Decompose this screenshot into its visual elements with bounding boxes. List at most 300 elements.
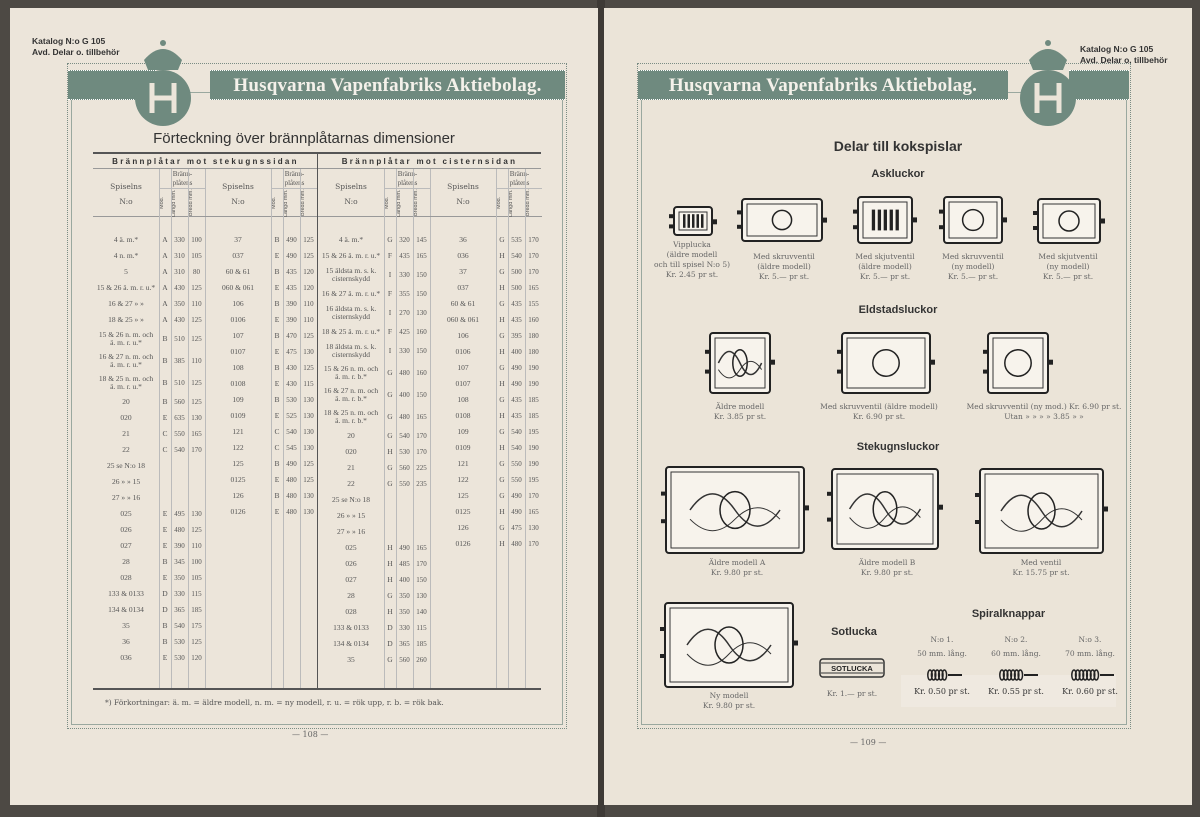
table-row	[318, 460, 430, 476]
table-row	[318, 324, 430, 340]
stove-number: 0126	[230, 506, 246, 516]
width-mm: 170	[528, 539, 539, 548]
spiral-knob-item	[1055, 633, 1125, 661]
table-row	[205, 312, 317, 328]
header-langd: Längd mm.	[171, 189, 177, 217]
table-row	[318, 572, 430, 588]
askluckor-image	[736, 196, 828, 248]
table-row	[93, 618, 205, 634]
stove-number: 36	[122, 636, 130, 646]
width-mm: 180	[528, 331, 539, 340]
width-mm: 165	[416, 412, 427, 421]
width-mm: 165	[528, 507, 539, 516]
page-108	[10, 8, 598, 805]
width-mm: 180	[528, 347, 539, 356]
spiral-knob-item	[907, 633, 977, 661]
table-row	[93, 372, 205, 394]
width-mm: 130	[303, 507, 314, 516]
width-mm: 170	[528, 267, 539, 276]
catalog-department: Avd. Delar o. tillbehör	[1080, 55, 1168, 65]
length-mm: 435	[399, 251, 410, 260]
sotlucka-price: Kr. 1.— pr st.	[826, 689, 878, 698]
header-bredd: Bredd mm.	[188, 189, 194, 217]
model: E	[274, 378, 280, 388]
width-mm: 150	[416, 575, 427, 584]
model: H	[387, 574, 393, 584]
length-mm: 365	[399, 639, 410, 648]
knob-length: 70 mm. lång.	[1065, 649, 1115, 658]
model: E	[274, 314, 280, 324]
stekugnsluckor-image	[659, 600, 799, 694]
stove-number: 16 & 27 n. m. och ä. m. r. u.*	[98, 351, 154, 369]
model: H	[387, 542, 393, 552]
width-mm: 170	[416, 559, 427, 568]
length-mm: 540	[511, 443, 522, 452]
length-mm: 310	[174, 251, 185, 260]
width-mm: 130	[191, 413, 202, 422]
model: H	[499, 250, 505, 260]
length-mm: 540	[174, 445, 185, 454]
askluckor-image	[938, 194, 1008, 250]
header-spiselns: Spiselns N:o	[222, 182, 254, 206]
width-mm: 130	[303, 411, 314, 420]
model: E	[162, 652, 168, 662]
length-mm: 510	[174, 378, 185, 387]
table-row	[93, 394, 205, 410]
model: A	[162, 234, 168, 244]
stove-number: 35	[122, 620, 130, 630]
stove-number: 106	[457, 330, 469, 340]
width-mm: 110	[191, 299, 202, 308]
length-mm: 355	[399, 289, 410, 298]
table-row	[205, 360, 317, 376]
model: H	[387, 558, 393, 568]
model: F	[387, 288, 393, 298]
width-mm: 170	[528, 235, 539, 244]
stekugnsluckor-caption	[677, 558, 797, 578]
length-mm: 560	[174, 397, 185, 406]
width-mm: 225	[416, 463, 427, 472]
table-row	[205, 328, 317, 344]
stove-number: 15 & 26 ä. m. r. u.*	[96, 282, 156, 292]
model: B	[274, 490, 280, 500]
length-mm: 425	[399, 327, 410, 336]
length-mm: 490	[286, 251, 297, 260]
stove-number: 109	[232, 394, 244, 404]
width-mm: 115	[191, 589, 202, 598]
length-mm: 480	[511, 539, 522, 548]
model: G	[499, 330, 505, 340]
length-mm: 510	[174, 334, 185, 343]
model: H	[387, 606, 393, 616]
table-row	[318, 232, 430, 248]
width-mm: 165	[528, 283, 539, 292]
model: H	[499, 538, 505, 548]
width-mm: 120	[303, 283, 314, 292]
table-row	[318, 476, 430, 492]
model: G	[387, 411, 393, 421]
page-109	[604, 8, 1192, 805]
width-mm: 115	[416, 623, 427, 632]
askluckor-caption	[647, 240, 737, 280]
length-mm: 475	[286, 347, 297, 356]
table-row	[93, 248, 205, 264]
length-mm: 530	[399, 447, 410, 456]
model: D	[162, 604, 168, 614]
width-mm: 130	[303, 491, 314, 500]
width-mm: 110	[191, 356, 202, 365]
askluckor-caption	[843, 252, 927, 282]
table-row	[205, 408, 317, 424]
eldstadsluckor-caption	[685, 402, 795, 422]
askluckor-image	[668, 204, 718, 242]
model: I	[388, 269, 392, 279]
model: E	[162, 412, 168, 422]
width-mm: 130	[303, 427, 314, 436]
stove-number: 15 & 26 n. m. och ä. m. r. u.*	[98, 329, 154, 347]
width-mm: 130	[303, 395, 314, 404]
length-mm: 310	[174, 267, 185, 276]
item-description: Med skruvventil (äldre modell)	[820, 402, 938, 411]
length-mm: 390	[174, 541, 185, 550]
width-mm: 170	[416, 431, 427, 440]
stove-number: 0107	[455, 378, 471, 388]
table-row	[93, 264, 205, 280]
width-mm: 130	[303, 443, 314, 452]
knob-number: N:o 3.	[1078, 635, 1102, 644]
length-mm: 500	[511, 283, 522, 292]
table-row	[93, 350, 205, 372]
model: H	[387, 446, 393, 456]
footnote: *) Förkortningar: ä. m. = äldre modell, n. m. = ny modell, r. u. = rök upp, r. b. = rök bak.	[105, 698, 444, 707]
model: A	[162, 250, 168, 260]
width-mm: 125	[191, 397, 202, 406]
width-mm: 130	[303, 347, 314, 356]
length-mm: 390	[286, 299, 297, 308]
stove-number: 20	[347, 430, 355, 440]
stove-number: 25 se N:o 18	[331, 494, 371, 504]
section-title: Delar till kokspislar	[833, 138, 963, 154]
stove-number: 5	[124, 266, 128, 276]
length-mm: 430	[174, 283, 185, 292]
length-mm: 500	[511, 267, 522, 276]
table-row	[93, 442, 205, 458]
table-row	[430, 280, 542, 296]
eldstadsluckor-image	[982, 330, 1054, 400]
length-mm: 400	[511, 347, 522, 356]
model: G	[387, 389, 393, 399]
length-mm: 330	[174, 235, 185, 244]
model: B	[162, 556, 168, 566]
table-row	[318, 636, 430, 652]
model: B	[162, 355, 168, 365]
stove-number: 20	[122, 396, 130, 406]
dimensions-table	[93, 152, 541, 690]
table-row	[93, 458, 205, 474]
table-row	[205, 264, 317, 280]
model: B	[274, 330, 280, 340]
table-row	[93, 426, 205, 442]
stove-number: 027	[345, 574, 357, 584]
stove-number: 60 & 61	[450, 298, 476, 308]
stove-number: 0109	[230, 410, 246, 420]
length-mm: 540	[286, 427, 297, 436]
width-mm: 125	[303, 459, 314, 468]
group-header-cist: Brännplåtar mot cisternsidan	[318, 154, 541, 169]
stove-number: 025	[345, 542, 357, 552]
table-row	[93, 538, 205, 554]
item-price: Kr. 3.85 pr st.	[713, 412, 767, 421]
stove-number: 22	[122, 444, 130, 454]
table-row	[205, 504, 317, 520]
stove-number: 18 & 25 ä. m. r. u.*	[321, 326, 381, 336]
model: H	[499, 314, 505, 324]
table-row	[205, 488, 317, 504]
model: E	[162, 508, 168, 518]
stove-number: 27 » » 16	[336, 526, 366, 536]
stove-number: 134 & 0134	[108, 604, 144, 614]
heading-stekugnsluckor: Stekugnsluckor	[856, 441, 940, 453]
table-row	[205, 296, 317, 312]
table-row	[318, 556, 430, 572]
table-row	[93, 554, 205, 570]
width-mm: 140	[416, 607, 427, 616]
model: D	[387, 622, 393, 632]
stove-number: 028	[120, 572, 132, 582]
stove-number: 16 & 27 ä. m. r. u.*	[321, 288, 381, 298]
length-mm: 560	[399, 463, 410, 472]
table-row	[205, 248, 317, 264]
model: H	[499, 410, 505, 420]
stove-number: 107	[232, 330, 244, 340]
header-brannplatens: Bränn- plåtens	[159, 169, 205, 189]
knob-price: Kr. 0.50 pr st.	[914, 687, 970, 696]
length-mm: 490	[511, 363, 522, 372]
model: H	[499, 346, 505, 356]
width-mm: 100	[191, 235, 202, 244]
stove-number: 28	[347, 590, 355, 600]
stove-number: 15 & 26 n. m. och ä. m. r. b.*	[323, 363, 379, 381]
model: E	[274, 506, 280, 516]
length-mm: 350	[174, 299, 185, 308]
header-spiselns: Spiselns N:o	[335, 182, 367, 206]
stove-number: 026	[120, 524, 132, 534]
width-mm: 185	[528, 395, 539, 404]
table-row	[205, 232, 317, 248]
table-row	[93, 280, 205, 296]
model: E	[274, 474, 280, 484]
header-spiselns: Spiselns N:o	[110, 182, 142, 206]
length-mm: 385	[174, 356, 185, 365]
length-mm: 430	[286, 363, 297, 372]
width-mm: 170	[416, 447, 427, 456]
table-row	[318, 406, 430, 428]
table-row	[430, 264, 542, 280]
table-row	[205, 392, 317, 408]
length-mm: 475	[511, 523, 522, 532]
stekugnsluckor-caption	[827, 558, 947, 578]
table-row	[93, 634, 205, 650]
table-row	[93, 506, 205, 522]
table-row	[205, 456, 317, 472]
eldstadsluckor-caption	[806, 402, 952, 422]
stove-number: 26 » » 15	[336, 510, 366, 520]
length-mm: 540	[511, 251, 522, 260]
model: G	[387, 234, 393, 244]
width-mm: 165	[416, 251, 427, 260]
stekugnsluckor-image	[826, 466, 944, 556]
width-mm: 125	[303, 475, 314, 484]
length-mm: 560	[399, 655, 410, 664]
model: G	[499, 362, 505, 372]
model: C	[274, 442, 280, 452]
stove-number: 0125	[230, 474, 246, 484]
width-mm: 195	[528, 427, 539, 436]
width-mm: 150	[416, 289, 427, 298]
table-row	[430, 328, 542, 344]
length-mm: 435	[286, 267, 297, 276]
table-row	[318, 524, 430, 540]
model: I	[388, 345, 392, 355]
width-mm: 125	[303, 251, 314, 260]
stove-number: 134 & 0134	[333, 638, 369, 648]
length-mm: 435	[511, 411, 522, 420]
header-bredd: Bredd mm.	[413, 189, 419, 217]
length-mm: 270	[399, 308, 410, 317]
spiral-knob-icon	[1070, 666, 1114, 685]
length-mm: 525	[286, 411, 297, 420]
item-description: Äldre modell	[715, 402, 765, 411]
length-mm: 345	[174, 557, 185, 566]
model: A	[162, 314, 168, 324]
length-mm: 490	[286, 459, 297, 468]
width-mm: 130	[191, 509, 202, 518]
length-mm: 540	[174, 621, 185, 630]
page-number: — 109 —	[850, 738, 887, 747]
stove-number: 18 & 25 n. m. och ä. m. r. u.*	[98, 373, 154, 391]
table-row	[430, 360, 542, 376]
length-mm: 490	[511, 491, 522, 500]
item-price: Kr. 9.80 pr st.	[860, 568, 914, 577]
model: B	[274, 394, 280, 404]
item-price: Utan » » » » 3.85 » »	[1004, 412, 1084, 421]
width-mm: 125	[303, 363, 314, 372]
stove-number: 133 & 0133	[108, 588, 144, 598]
header-langd: Längd mm.	[283, 189, 289, 217]
stove-number: 18 & 25 » »	[108, 314, 144, 324]
knob-number: N:o 1.	[930, 635, 954, 644]
width-mm: 110	[191, 541, 202, 550]
item-description: Med skjutventil (ny modell)	[1038, 252, 1098, 271]
length-mm: 390	[286, 315, 297, 324]
stove-number: 126	[457, 522, 469, 532]
length-mm: 490	[511, 379, 522, 388]
length-mm: 435	[511, 395, 522, 404]
stove-number: 37	[459, 266, 467, 276]
table-row	[318, 492, 430, 508]
stove-number: 060 & 061	[446, 314, 480, 324]
width-mm: 190	[528, 379, 539, 388]
table-row	[93, 328, 205, 350]
item-price: Kr. 15.75 pr st.	[1012, 568, 1070, 577]
company-banner: Husqvarna Vapenfabriks Aktiebolag.	[210, 70, 565, 100]
stove-number: 122	[457, 474, 469, 484]
model: I	[388, 307, 392, 317]
model: B	[274, 298, 280, 308]
stove-number: 0108	[230, 378, 246, 388]
column-group-1	[93, 169, 205, 688]
width-mm: 130	[528, 523, 539, 532]
stove-number: 026	[345, 558, 357, 568]
width-mm: 160	[528, 315, 539, 324]
stove-number: 0126	[455, 538, 471, 548]
stove-number: 4 ä. m.*	[113, 234, 139, 244]
header-bredd: Bredd mm.	[525, 189, 531, 217]
sotlucka-plate-text: SOTLUCKA	[831, 664, 873, 673]
width-mm: 100	[191, 557, 202, 566]
width-mm: 125	[191, 283, 202, 292]
item-price: Kr. 9.80 pr st.	[710, 568, 764, 577]
crown-h-logo-icon	[132, 38, 194, 130]
width-mm: 125	[303, 331, 314, 340]
table-row	[93, 522, 205, 538]
table-row	[318, 428, 430, 444]
askluckor-image	[1032, 196, 1106, 250]
table-row	[205, 424, 317, 440]
length-mm: 320	[399, 235, 410, 244]
company-banner: Husqvarna Vapenfabriks Aktiebolag.	[638, 70, 1008, 100]
length-mm: 435	[511, 299, 522, 308]
model: B	[274, 266, 280, 276]
column-group-3	[318, 169, 430, 688]
item-description: Med ventil	[1020, 558, 1062, 567]
width-mm: 170	[528, 491, 539, 500]
length-mm: 480	[286, 507, 297, 516]
stove-number: 027	[120, 540, 132, 550]
table-row	[318, 362, 430, 384]
length-mm: 480	[174, 525, 185, 534]
spiral-knob-icon	[998, 666, 1038, 685]
table-row	[93, 490, 205, 506]
table-row	[318, 620, 430, 636]
stove-number: 18 & 25 n. m. och ä. m. r. b.*	[323, 407, 379, 425]
model: B	[162, 377, 168, 387]
length-mm: 400	[399, 575, 410, 584]
width-mm: 185	[528, 411, 539, 420]
header-bredd: Bredd mm.	[300, 189, 306, 217]
stove-number: 108	[457, 394, 469, 404]
spiral-knob-icon	[926, 666, 962, 685]
width-mm: 160	[416, 368, 427, 377]
width-mm: 150	[416, 270, 427, 279]
length-mm: 350	[174, 573, 185, 582]
catalog-number: Katalog N:o G 105	[1080, 44, 1154, 54]
stove-number: 60 & 61	[225, 266, 251, 276]
width-mm: 115	[303, 379, 314, 388]
spiral-knob-item	[981, 633, 1051, 661]
model: H	[499, 282, 505, 292]
stove-number: 028	[345, 606, 357, 616]
width-mm: 190	[528, 443, 539, 452]
width-mm: 235	[416, 479, 427, 488]
length-mm: 550	[511, 475, 522, 484]
table-row	[205, 440, 317, 456]
model: G	[387, 367, 393, 377]
item-description: Med skruvventil (äldre modell)	[753, 252, 815, 271]
table-row	[430, 232, 542, 248]
length-mm: 490	[511, 507, 522, 516]
stove-number: 106	[232, 298, 244, 308]
